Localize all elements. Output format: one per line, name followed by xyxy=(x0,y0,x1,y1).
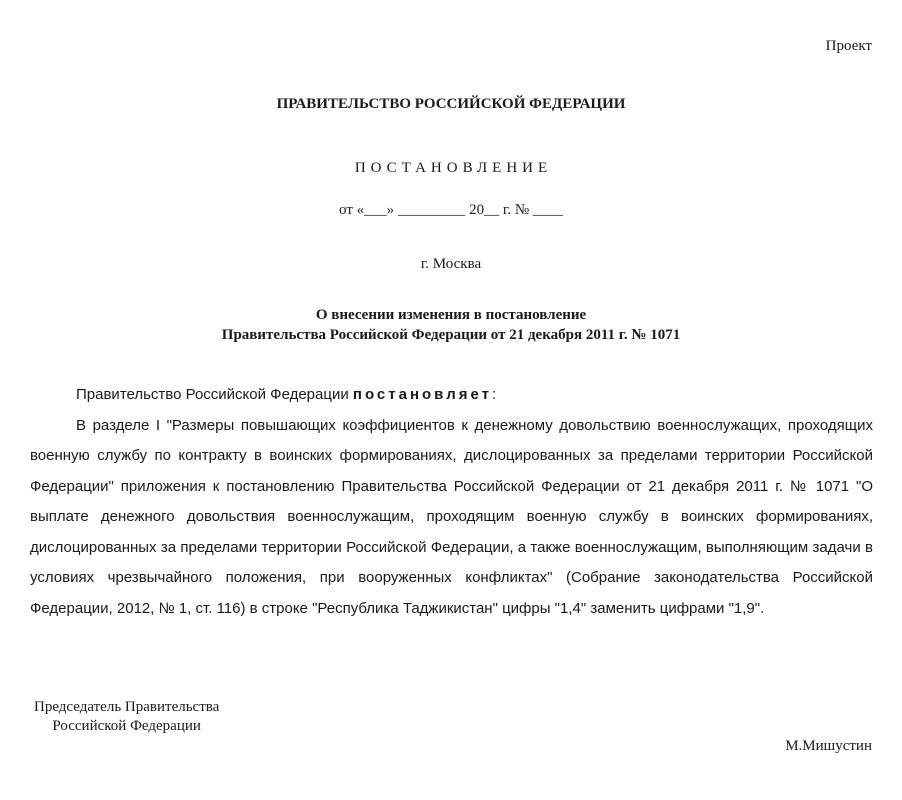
decree-subject-line-2: Правительства Российской Федерации от 21 декабря 2011 г. № 1071 xyxy=(221,327,681,343)
city-line: г. Москва xyxy=(420,256,482,272)
decree-subject-line-1: О внесении изменения в постановление xyxy=(315,307,587,323)
signer-title xyxy=(34,698,219,736)
draft-mark: Проект xyxy=(825,38,872,54)
intro-prefix: Правительство Российской Федерации xyxy=(76,386,353,403)
decree-body-text xyxy=(30,380,873,624)
government-title: ПРАВИТЕЛЬСТВО РОССИЙСКОЙ ФЕДЕРАЦИИ xyxy=(276,96,626,112)
decree-heading: ПОСТАНОВЛЕНИЕ xyxy=(354,160,553,176)
date-number-line: от «___» _________ 20__ г. № ____ xyxy=(339,202,563,218)
signer-title-line-1: Председатель Правительства xyxy=(34,699,220,715)
signer-title-line-2: Российской Федерации xyxy=(52,718,201,734)
signer-name: М.Мишустин xyxy=(785,738,872,754)
decree-intro xyxy=(30,380,873,411)
intro-suffix: : xyxy=(491,386,497,403)
decree-paragraph: В разделе I "Размеры повышающих коэффициентов к денежному довольствию военнослужащих, проходящих военную службу по контракту в воинских формированиях, дислоцированных за пределами территории Российской Федерации" приложения к постановлению Правительства Российской Федерации от 21 декабря 2011 г. № 1071 "О выплате денежного довольствия военнослужащим, проходящим военную службу в воинских формированиях, дислоцированных за пределами территории Российской Федерации, а также военнослужащим, выполняющим задачи в условиях чрезвычайного положения, при вооруженных конфликтах" (Собрание законодательства Российской Федерации, 2012, № 1, ст. 116) в строке "Республика Таджикистан" цифры "1,4" заменить цифрами "1,9". xyxy=(30,416,873,617)
intro-emphasis: постановляет xyxy=(352,386,492,403)
decree-subject xyxy=(0,305,902,345)
